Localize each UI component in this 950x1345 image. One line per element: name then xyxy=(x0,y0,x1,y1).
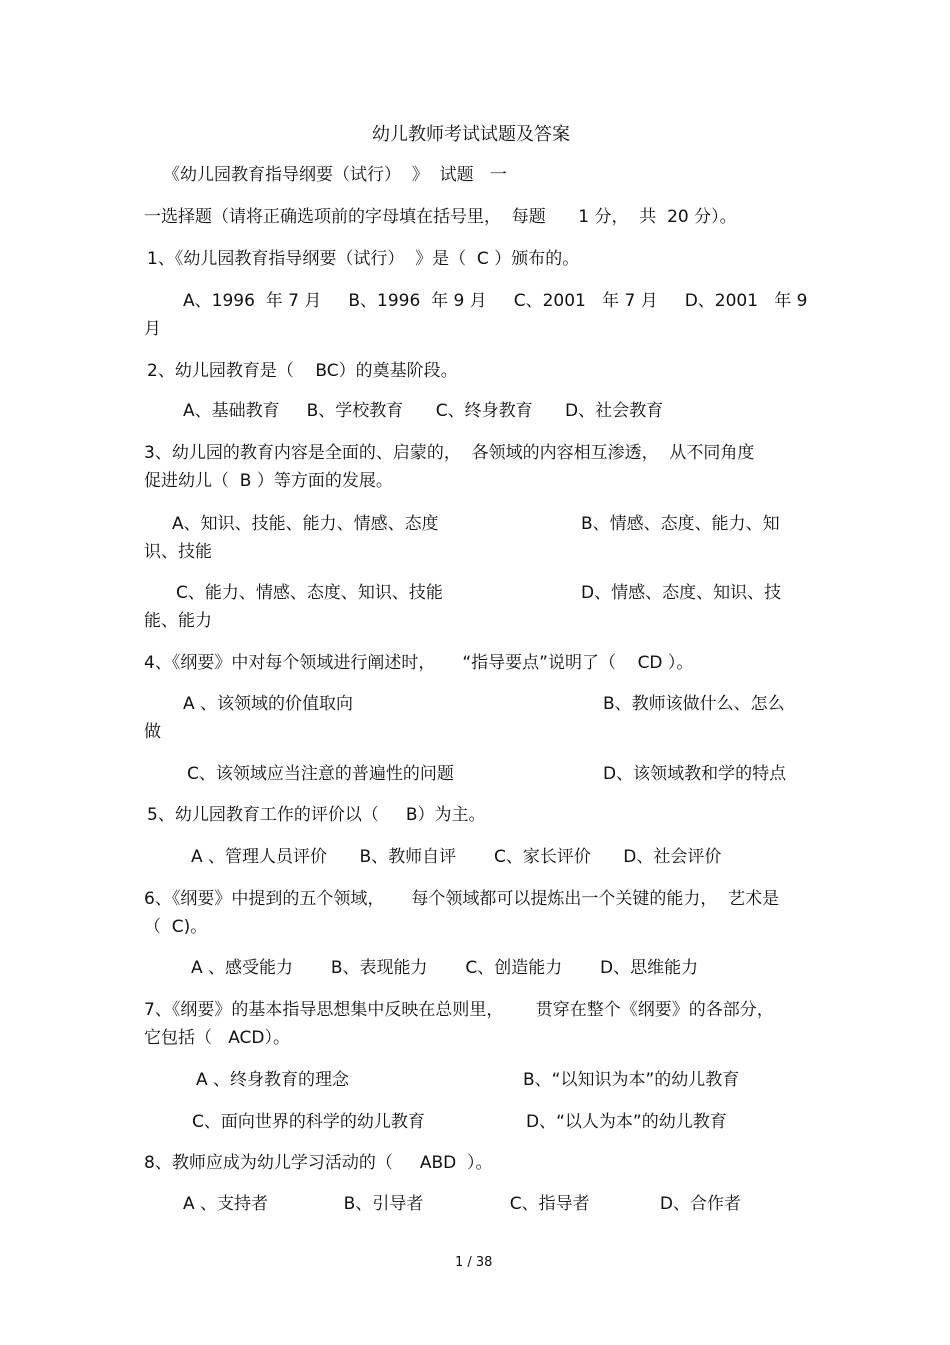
test-subtitle: 《幼儿园教育指导纲要（试行） 》 试题 一 xyxy=(163,165,507,185)
question-8-options: A 、支持者 B、引导者 C、指导者 D、合作者 xyxy=(183,1194,742,1214)
question-5: 5、幼儿园教育工作的评价以（ B）为主。 xyxy=(147,805,486,825)
question-4-option-d: D、该领域教和学的特点 xyxy=(603,764,787,784)
question-4-option-c: C、该领域应当注意的普遍性的问题 xyxy=(187,764,454,784)
question-3-option-a: A、知识、技能、能力、情感、态度 xyxy=(172,514,439,534)
question-7-option-b: B、“以知识为本”的幼儿教育 xyxy=(523,1070,740,1090)
question-3-option-c: C、能力、情感、态度、知识、技能 xyxy=(176,583,443,603)
question-8: 8、教师应成为幼儿学习活动的（ ABD ）。 xyxy=(144,1153,493,1173)
question-7: 7、《纲要》的基本指导思想集中反映在总则里， 贯穿在整个《纲要》的各部分， xyxy=(144,1000,774,1020)
question-3-option-d-wrap: 能、能力 xyxy=(144,611,212,631)
question-7-option-d: D、“以人为本”的幼儿教育 xyxy=(526,1112,727,1132)
question-7-option-c: C、面向世界的科学的幼儿教育 xyxy=(192,1112,425,1132)
question-3: 3、幼儿园的教育内容是全面的、启蒙的， 各领域的内容相互渗透， 从不同角度 xyxy=(144,443,755,463)
question-3-option-d: D、情感、态度、知识、技 xyxy=(581,583,782,603)
question-3-option-b-wrap: 识、技能 xyxy=(144,542,212,562)
question-2-options: A、基础教育 B、学校教育 C、终身教育 D、社会教育 xyxy=(183,401,664,421)
question-5-options: A 、管理人员评价 B、教师自评 C、家长评价 D、社会评价 xyxy=(191,847,722,867)
question-4-option-b-wrap: 做 xyxy=(144,722,161,742)
question-7-cont: 它包括（ ACD）。 xyxy=(144,1028,291,1048)
document-title: 幼儿教师考试试题及答案 xyxy=(372,124,570,145)
question-3-option-b: B、情感、态度、能力、知 xyxy=(581,514,780,534)
page-number: 1 / 38 xyxy=(455,1255,493,1270)
question-3-cont: 促进幼儿（ B ）等方面的发展。 xyxy=(144,471,393,491)
question-4-option-b: B、教师该做什么、怎么 xyxy=(603,694,785,714)
question-7-option-a: A 、终身教育的理念 xyxy=(196,1070,350,1090)
question-1-options-wrap: 月 xyxy=(144,319,161,339)
question-1-options: A、1996 年 7 月 B、1996 年 9 月 C、2001 年 7 月 D、2001 年 9 xyxy=(183,291,808,311)
section-intro: 一选择题（请将正确选项前的字母填在括号里， 每题 1 分， 共 20 分）。 xyxy=(144,207,737,227)
question-6: 6、《纲要》中提到的五个领域， 每个领域都可以提炼出一个关键的能力， 艺术是 xyxy=(144,889,780,909)
question-4: 4、《纲要》中对每个领域进行阐述时， “指导要点”说明了（ CD ）。 xyxy=(144,653,694,673)
question-2: 2、幼儿园教育是（ BC）的奠基阶段。 xyxy=(147,361,458,381)
question-6-cont: （ C)。 xyxy=(144,917,208,937)
question-4-option-a: A 、该领域的价值取向 xyxy=(183,694,354,714)
question-6-options: A 、感受能力 B、表现能力 C、创造能力 D、思维能力 xyxy=(191,958,699,978)
question-1: 1、《幼儿园教育指导纲要（试行） 》是（ C ）颁布的。 xyxy=(147,249,580,269)
